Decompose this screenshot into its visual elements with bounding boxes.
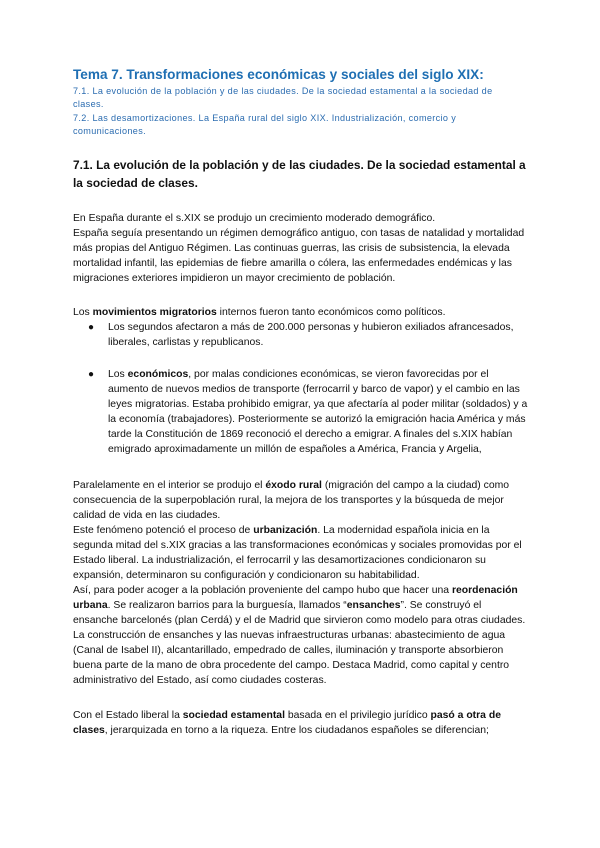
text: (migración del campo a la ciudad) como consecuencia de la superpoblación rural, la mejora de los transportes y la búsqueda de mejor calidad de vida en las ciudades. [73,480,510,522]
table-of-contents [73,85,528,137]
text: Así, para poder acoger a la población proveniente del campo hubo que hacer una [73,585,452,597]
paragraph [73,211,528,286]
bullet-icon: ● [88,322,95,334]
bold-text: éxodo rural [265,480,322,492]
text: , por malas condiciones económicas, se vieron favorecidas por el aumento de nuevos medios de transporte (ferrocarril y barco de vapor) y el cambio en las leyes migratorias. Estaba prohibido emigrar, ya que afectaría al poder militar (soldados) y a la economía (trabajadores). Posteriormente se autorizó la emigración hacia América y más tarde la Constitución de 1869 reconoció el derecho a emigrar. A finales del s.XIX habían emigrado aproximadamente un millón de españoles a América, Francia y Argelia, [108,369,528,456]
text: Los [73,307,93,319]
bold-text: pasó a otra de clases [73,710,501,737]
toc-line: comunicaciones. [73,125,146,136]
bold-text: urbanización [253,525,318,537]
text: Los [108,369,128,381]
bold-text: movimientos migratorios [92,307,217,319]
document-title: Tema 7. Transformaciones económicas y sociales del siglo XIX: [73,67,484,82]
list-item [73,320,528,350]
bold-text: ensanches [346,600,401,612]
text: internos fueron tanto económicos como políticos. [216,307,446,319]
paragraph [73,305,528,320]
toc-line: 7.1. La evolución de la población y de las ciudades. De la sociedad estamental a la sociedad de [73,86,493,96]
text: Paralelamente en el interior se produjo el [73,480,266,492]
bullet-icon: ● [88,369,95,381]
text: . Se realizaron barrios para la burguesía, llamados “ [107,600,347,612]
toc-line: clases. [73,98,104,109]
paragraph [73,478,528,688]
text: En España durante el s.XIX se produjo un crecimiento moderado demográfico. [73,213,436,225]
text: , jerarquizada en torno a la riqueza. Entre los ciudadanos españoles se diferencian; [104,725,489,737]
text: Con el Estado liberal la [73,710,183,722]
list-item [73,367,528,457]
text: Los segundos afectaron a más de 200.000 personas y hubieron exiliados afrancesados, liberales, carlistas y republicanos. [108,322,514,349]
text: Este fenómeno potenció el proceso de [73,525,254,537]
text: España seguía presentando un régimen demográfico antiguo, con tasas de natalidad y mortalidad más propias del Antiguo Régimen. Las continuas guerras, las crisis de subsistencia, la elevada mortalidad infantil, las epidemias de fiebre amarilla o cólera, las enfermedades endémicas y las migraciones exteriores impidieron un mayor crecimiento de población. [73,228,525,285]
bold-text: sociedad estamental [182,710,285,722]
bullet-list [73,320,528,457]
bold-text: económicos [127,369,189,381]
paragraph [73,708,528,738]
text: ”. Se construyó el ensanche barcelonés (plan Cerdá) y el de Madrid que sirvieron como modelo para otras ciudades. La construcción de ensanches y las nuevas infraestructuras urbanas: abastecimiento de agua (Canal de Isabel II), alcantarillado, empedrado de calles, iluminación y transporte absorbieron buena parte de la mano de obra procedente del campo. Destaca Madrid, como capital y centro administrativo del Estado, así como ciudades costeras. [73,600,526,687]
document-body [73,66,528,738]
text: . La modernidad española inicia en la segunda mitad del s.XIX gracias a las transformaciones económicas y sociales promovidas por el Estado liberal. La industrialización, el ferrocarril y las desamortizaciones condicionaron su expansión, determinaron su configuración y condicionaron su habitabilidad. [73,525,522,582]
section-heading: 7.1. La evolución de la población y de las ciudades. De la sociedad estamental a la sociedad de clases. [73,158,526,190]
text: basada en el privilegio jurídico [284,710,431,722]
bold-text: reordenación urbana [73,585,518,612]
toc-line: 7.2. Las desamortizaciones. La España rural del siglo XIX. Industrialización, comercio y [73,113,457,124]
